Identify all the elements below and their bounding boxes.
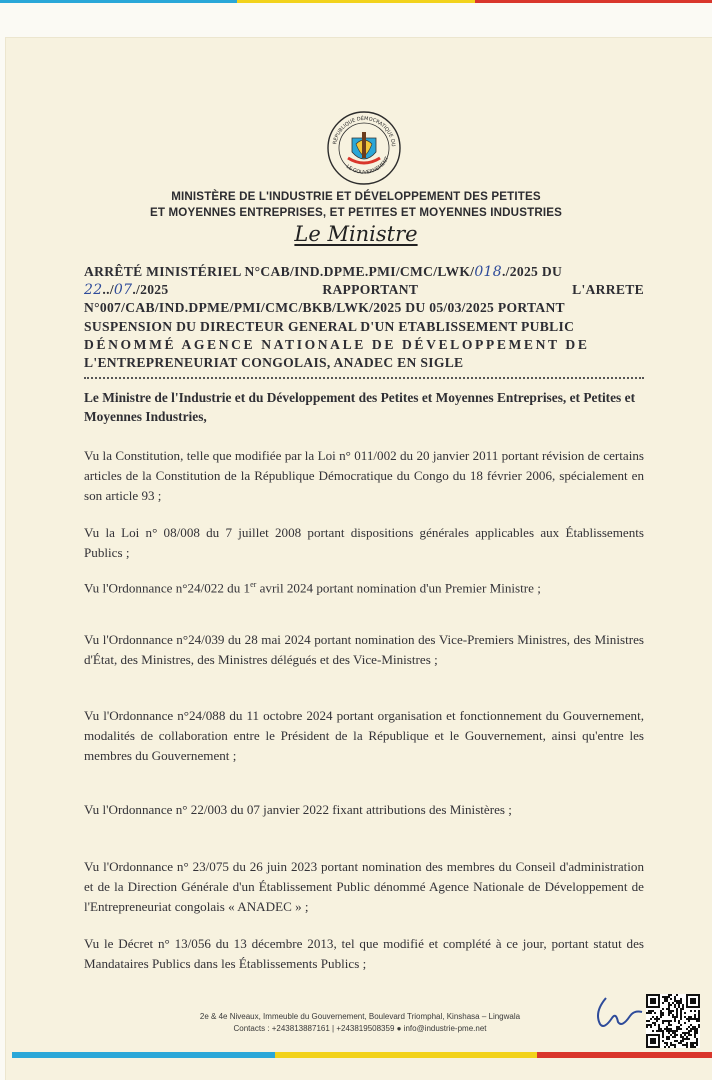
handwritten-number: 018 <box>474 264 502 280</box>
title-part: ./2025 DU <box>501 264 563 279</box>
considerant-paragraph: Vu la Loi n° 08/008 du 7 juillet 2008 portant dispositions générales applicables aux Établissements Publics ; <box>84 525 644 560</box>
minister-statement: Le Ministre de l'Industrie et du Développement des Petites et Moyennes Entreprises, et Petites et Moyennes Industries, <box>84 390 636 424</box>
coat-of-arms-seal-icon <box>326 110 402 186</box>
title-line-6: L'ENTREPRENEURIAT CONGOLAIS, ANADEC EN SIGLE <box>84 355 464 371</box>
considerant-paragraph: Vu l'Ordonnance n° 23/075 du 26 juin 2023 portant nomination des membres du Conseil d'administration et de la Direction Générale d'un Établissement Public dénommé Agence Nationale de Développement de l'Entrepreneuriat congolais « ANADEC » ; <box>84 859 644 914</box>
title-part: /2025 <box>136 282 169 298</box>
ministry-heading-line1: MINISTÈRE DE L'INDUSTRIE ET DÉVELOPPEMENT DES PETITES <box>171 190 541 203</box>
svg-text:LE GOUVERNEMENT: LE GOUVERNEMENT <box>344 155 391 176</box>
flag-stripe-bottom <box>12 1052 712 1058</box>
ministry-heading <box>0 189 712 221</box>
handwritten-month: 07 <box>113 282 133 299</box>
svg-text:RÉPUBLIQUE DÉMOCRATIQUE DU CON: RÉPUBLIQUE DÉMOCRATIQUE DU <box>332 115 397 147</box>
considerant-paragraph: Vu le Décret n° 13/056 du 13 décembre 2013, tel que modifié et complété à ce jour, portant statut des Mandataires Publics dans les Établissements Publics ; <box>84 936 644 971</box>
decree-title <box>84 263 644 372</box>
superscript: er <box>250 580 257 589</box>
dotted-divider <box>84 377 644 379</box>
title-line-3: N°007/CAB/IND.DPME/PMI/CMC/BKB/LWK/2025 DU 05/03/2025 PORTANT <box>84 300 565 316</box>
footer-contacts: Contacts : +243813887161 | +243819508359 ● info@industrie-pme.net <box>233 1024 487 1033</box>
considerant-paragraph: Vu l'Ordonnance n° 22/003 du 07 janvier 2022 fixant attributions des Ministères ; <box>84 802 512 817</box>
ministry-heading-line2: ET MOYENNES ENTREPRISES, ET PETITES ET MOYENNES INDUSTRIES <box>150 206 562 219</box>
flag-stripe-top <box>0 0 712 6</box>
paragraph-text: Vu l'Ordonnance n°24/022 du 1 <box>84 580 251 596</box>
footer-address-line: 2e & 4e Niveaux, Immeuble du Gouvernement, Boulevard Triomphal, Kinshasa – Lingwala <box>199 1012 521 1021</box>
title-part: L'ARRETE <box>572 282 644 298</box>
considerant-paragraph: Vu la Constitution, telle que modifiée par la Loi n° 011/002 du 20 janvier 2011 portant révision de certains articles de la Constitution de la République Démocratique du Congo du 18 février 2006, spécialement en son article 93 ; <box>84 448 644 503</box>
considerant-paragraph <box>84 575 644 598</box>
considerant-paragraph: Vu l'Ordonnance n°24/088 du 11 octobre 2024 portant organisation et fonctionnement du Gouvernement, modalités de collaboration entre le Président de la République et le Gouvernement, ainsi qu'entre les membres du Gouvernement ; <box>84 708 644 763</box>
title-part: ARRÊTÉ MINISTÉRIEL N°CAB/IND.DPME.PMI/CMC/LWK/ <box>84 264 475 279</box>
handwritten-day: 22 <box>84 282 103 299</box>
title-line-2: 22../07./2025 RAPPORTANT L'ARRETE <box>84 282 644 299</box>
title-line-4: SUSPENSION DU DIRECTEUR GENERAL D'UN ETABLISSEMENT PUBLIC <box>84 318 575 334</box>
minister-title-script: Le Ministre <box>294 222 418 246</box>
considerant-paragraph: Vu l'Ordonnance n°24/039 du 28 mai 2024 portant nomination des Vice-Premiers Ministres, des Ministres d'État, des Ministres, des Ministres délégués et des Vice-Ministres ; <box>84 632 644 667</box>
title-line-5: DÉNOMMÉ AGENCE NATIONALE DE DÉVELOPPEMENT DE <box>84 336 590 352</box>
handwritten-signature-icon <box>592 988 650 1034</box>
paragraph-text: avril 2024 portant nomination d'un Premier Ministre ; <box>256 580 541 596</box>
title-part: RAPPORTANT <box>322 282 419 298</box>
footer-address <box>120 1011 600 1035</box>
title-line-1 <box>84 263 644 281</box>
qr-code-icon <box>646 994 700 1048</box>
